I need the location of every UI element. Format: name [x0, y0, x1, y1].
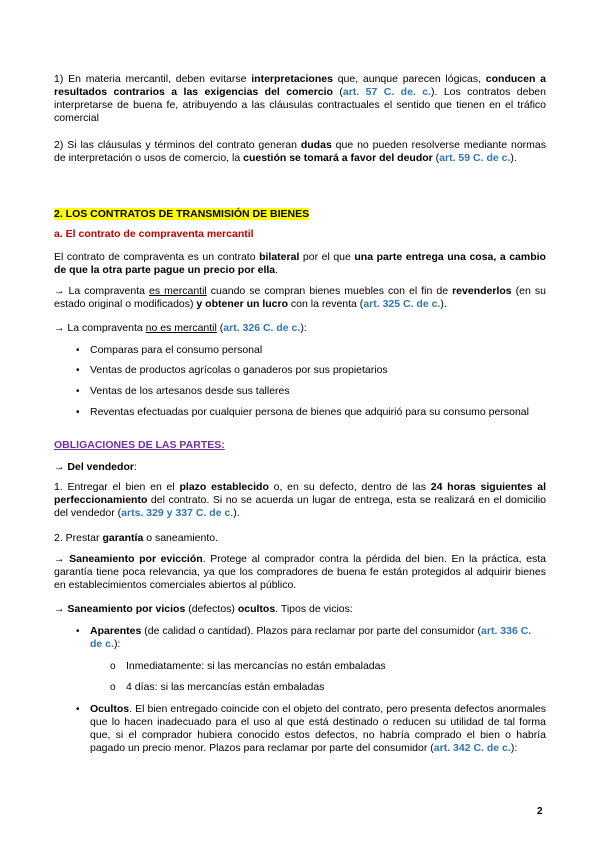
- arrow-icon: →: [54, 553, 65, 565]
- article-reference: arts. 329 y 337 C. de c: [121, 507, 231, 519]
- bullet-icon: •: [76, 704, 80, 715]
- sub-list-item: Inmediatamente: si las mercancías no están embaladas: [126, 660, 386, 672]
- bullet-icon: •: [76, 626, 80, 637]
- article-reference: art. 336 C. de c.: [90, 625, 532, 650]
- bullet-icon: •: [76, 407, 80, 418]
- section-subtitle: a. El contrato de compraventa mercantil: [54, 228, 254, 240]
- not-mercantil-paragraph: → La compraventa no es mercantil (art. 326 C. de c.):: [54, 322, 307, 334]
- eviccion-paragraph: → Saneamiento por evicción. Protege al comprador contra la pérdida del bien. En la práctica, esta garantía tiene poca relevancia, ya que los compradores de buena fe están protegidos al adquirir bienes en establecimientos comerciales abiertos al público.: [54, 553, 546, 591]
- list-item: Reventas efectuadas por cualquier persona de bienes que adquirió para su consumo personal: [90, 406, 529, 418]
- page-number: 2: [537, 806, 543, 817]
- intro-paragraph-1: 1) En materia mercantil, deben evitarse interpretaciones que, aunque parecen lógicas, conducen a resultados contrarios a las exigencias del comercio (art. 57 C. de. c.). Los contratos deben interpretarse de buena fe, atribuyendo a las cláusulas contractuales el sentido que tienen en el tráfico comercial: [54, 73, 546, 124]
- seller-heading: → Del vendedor:: [54, 461, 137, 473]
- definition-paragraph: El contrato de compraventa es un contrato bilateral por el que una parte entrega una cosa, a cambio de que la otra parte pague un precio por ella.: [54, 251, 546, 276]
- ocultos-item: Ocultos. El bien entregado coincide con el objeto del contrato, pero presenta defectos anormales que lo hacen inadecuado para el uso al que está destinado o reducen su utilidad de tal forma que, si el comprador hubiera conocido estos defectos, no habría comprado el bien o habría pagado un precio menor. Plazos para reclamar por parte del consumidor (art. 342 C. de c.):: [90, 703, 546, 754]
- sub-bullet-icon: o: [110, 661, 116, 672]
- sub-bullet-icon: o: [110, 682, 116, 693]
- sub-list-item: 4 días: si las mercancías están embaladas: [126, 681, 325, 693]
- list-item: Ventas de productos agrícolas o ganaderos por sus propietarios: [90, 364, 388, 376]
- arrow-icon: →: [54, 322, 65, 334]
- article-reference: art. 342 C. de c.: [433, 742, 511, 754]
- article-reference: art. 59 C. de c.: [439, 152, 511, 164]
- article-reference: art. 57 C. de. c.: [342, 86, 431, 98]
- intro-paragraph-2: 2) Si las cláusulas y términos del contrato generan dudas que no pueden resolverse mediante normas de interpretación o usos de comercio, la cuestión se tomará a favor del deudor (art. 59 C. de c.).: [54, 139, 546, 164]
- aparentes-item: Aparentes (de calidad o cantidad). Plazos para reclamar por parte del consumidor (art. 336 C. de c.):: [90, 625, 532, 650]
- obligation-item-1: 1. Entregar el bien en el plazo establecido o, en su defecto, dentro de las 24 horas siguientes al perfeccionamiento del contrato. Si no se acuerda un lugar de entrega, esta se realizará en el domicilio del vendedor (arts. 329 y 337 C. de c.).: [54, 481, 546, 519]
- section-title: 2. LOS CONTRATOS DE TRANSMISIÓN DE BIENES: [54, 208, 310, 220]
- arrow-icon: →: [54, 461, 65, 473]
- mercantil-paragraph: → La compraventa es mercantil cuando se compran bienes muebles con el fin de revenderlos (en su estado original o modificados) y obtener un lucro con la reventa (art. 325 C. de c.).: [54, 285, 546, 310]
- bullet-icon: •: [76, 365, 80, 376]
- obligation-item-2: 2. Prestar garantía o saneamiento.: [54, 532, 219, 544]
- obligations-title: OBLIGACIONES DE LAS PARTES:: [54, 439, 225, 451]
- bullet-icon: •: [76, 386, 80, 397]
- list-item: Ventas de los artesanos desde sus talleres: [90, 385, 290, 397]
- article-reference: art. 326 C. de c.: [223, 322, 301, 334]
- vicios-paragraph: → Saneamiento por vicios (defectos) ocultos. Tipos de vicios:: [54, 603, 353, 615]
- article-reference: art. 325 C. de c.: [363, 298, 441, 310]
- arrow-icon: →: [54, 285, 65, 297]
- bullet-icon: •: [76, 345, 80, 356]
- list-item: Comparas para el consumo personal: [90, 344, 263, 356]
- arrow-icon: →: [54, 603, 65, 615]
